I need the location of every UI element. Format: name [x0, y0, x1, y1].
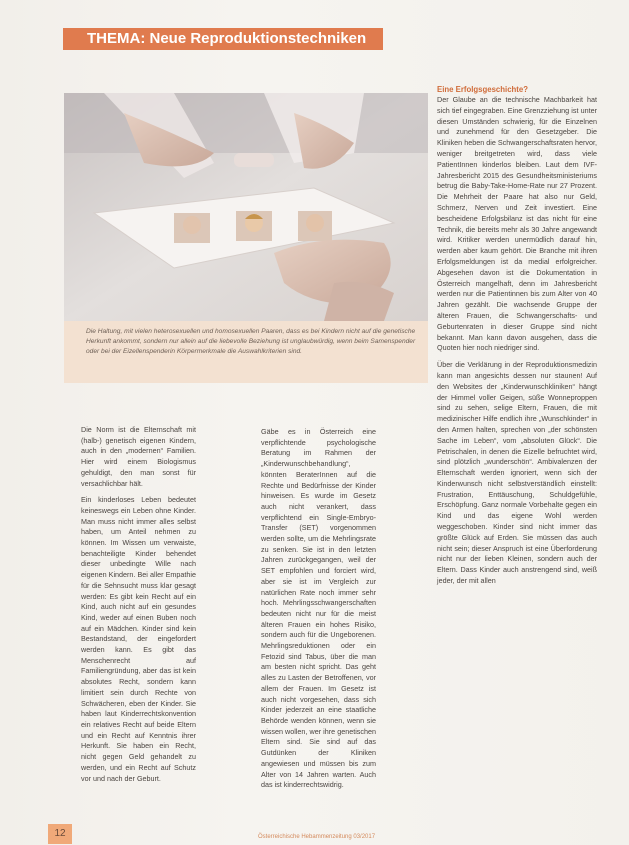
text-column-1	[81, 425, 196, 790]
article-photo	[64, 93, 428, 321]
section-title: THEMA: Neue Reproduktionstechniken	[87, 30, 367, 47]
page-number: 12	[48, 824, 72, 844]
paragraph: Die Norm ist die Elternschaft mit (halb-) genetisch eigenen Kindern, auch in den „modernen“ Familien. Hier wird einem Biologismus gehuldigt, den man sonst für versachlichbar hält.	[81, 425, 196, 488]
paragraph: Gäbe es in Österreich eine verpflichtende psychologische Beratung im Rahmen der „Kinderwunschbehandlung“, könnten BeraterInnen auf die Rechte und Bedürfnisse der Kinder hinweisen. Es wurde im Gesetz auch nicht verankert, dass verpflichtend ein Single-Embryo-Transfer (SET) vorgenommen werden sollte, um die Mehrlingsrate zu senken. Sie ist in den letzten Jahren zurückgegangen, weil der SET empfohlen und forciert wird, aber sie ist im Vergleich zur natürlichen Rate noch immer sehr hoch. Mehrlingsschwangerschaften bedeuten nicht nur für die meist älteren Frauen ein hohes Risiko, sondern auch für die Ungeborenen. Mehrlingsreduktionen oder ein Fetozid sind Tabus, über die man am besten nicht spricht. Das geht alles zu Lasten der Betroffenen, vor allem der Frauen. Im Gesetz ist auch nicht vorgesehen, dass sich Kinder jederzeit an eine staatliche Behörde wenden können, wenn sie wissen wollen, wer ihre genetischen Eltern sind. Sie sind auf das Gutdünken der Kliniken angewiesen und müssen bis zum Alter von 14 Jahren warten. Auch das ist kinderrechtswidrig.	[261, 427, 376, 790]
photo-caption: Die Haltung, mit vielen heterosexuellen und homosexuellen Paaren, dass es bei Kindern nicht auf die genetische Herkunft ankommt, sondern nur allein auf die liebevolle Beziehung ist unglaubwürdig, wenn beim Samenspender oder bei der Eizellenspenderin Körpermerkmale die Auswahlkriterien sind.	[64, 321, 428, 383]
text-column-3	[437, 85, 597, 593]
section-banner	[63, 28, 383, 50]
text-column-2	[261, 427, 376, 797]
subheading: Eine Erfolgsgeschichte?	[437, 85, 528, 94]
paragraph: Über die Verklärung in der Reproduktionsmedizin kann man angesichts dessen nur staunen! Auf den Websites der „Kinderwunschkliniken“ hängt der Himmel voller Geigen, süße Wonneproppen sind zu sehen, selige Eltern, Frauen, die mit medizinischer Hilfe endlich ihre „Wunschkinder“ in den Armen halten, sprechen von „der schönsten Sache im Leben“, vom „absoluten Glück“. Die Petrischalen, in denen die Eizelle befruchtet wird, sind plötzlich „wunderschön“. Ambivalenzen der Elternschaft werden ignoriert, wenn sich der Kinderwunsch nicht selbstverständlich einstellt: Frustration, Enttäuschung, Schuldgefühle, Erschöpfung. Ganz normale Vorbehalte gegen ein Kind und das eigene Wohl werden weggeschoben. Kinder sind nicht immer das größte Glück auf Erden. Sie müssen das auch nicht sein; dieser Anspruch ist eine Überforderung nicht nur der lieben Kleinen, sondern auch der Eltern. Dass Kinder auch anstrengend sind, weiß jeder, der mit allen	[437, 360, 597, 586]
paragraph: Der Glaube an die technische Machbarkeit hat sich tief eingegraben. Eine Grenzziehung ist unter diesen Umständen schwierig, für die Einzelnen und zunehmend für den Gesetzgeber. Die Kliniken heben die Schwangerschaftsraten hervor, weniger breitgetreten wird, dass viele PatientInnen kinderlos bleiben. Laut dem IVF-Jahresbericht 2015 des Gesundheitsministeriums betrug die Baby-Take-Home-Rate nur 27 Prozent. Die Mehrheit der Paare hat also nur Geld, Schmerz, Nerven und Zeit investiert. Eine bescheidene Erfolgsbilanz ist das nicht für eine Technik, die bereits mehr als 30 Jahre angewandt wird. Kritiker werden unermüdlich darauf hin, werden aber kaum gehört. Die Branche mit ihren Erfolgsmeldungen ist da medial erfolgreicher. Abgesehen davon ist die Dokumentation in Österreich mangelhaft, denn im Jahresbericht werden nur die Patientinnen bis zum Alter von 40 Jahren gezählt. Die wachsende Gruppe der älteren Frauen, die Schwangerschafts- und Geburtenraten in dieser Gruppe sind nicht bekannt. Man kann davon ausgehen, dass die Quoten hier noch niedriger sind.	[437, 95, 597, 353]
publication-footer: Österreichische Hebammenzeitung 03/2017	[258, 834, 376, 840]
paragraph: Ein kinderloses Leben bedeutet keineswegs ein Leben ohne Kinder. Man muss nicht immer alles selbst haben, um Anteil nehmen zu können. Im Wissen um verwaiste, benachteiligte Kinder behendet dieser unbedingte Wille nach eigenen Kindern. Bei aller Empathie für die Sehnsucht muss klar gesagt werden: Es gibt kein Recht auf ein Kind, auch nicht auf ein gesundes Kind, weder auf einen Buben noch auf ein Mädchen. Kinder sind kein Bestandstand, der eingefordert werden kann. Es gibt das Menschenrecht auf Familiengründung, aber das ist kein absolutes Recht, sondern kann limitiert sein durch Rechte von Schwächeren, eben der Kinder. Sie haben laut Kinderrechtskonvention ein relatives Recht auf beide Eltern und ein Recht auf Kenntnis ihrer Herkunft. Sie haben ein Recht, nicht gegen Geld gehandelt zu werden, und ein Recht auf Schutz vor und nach der Geburt.	[81, 495, 196, 783]
